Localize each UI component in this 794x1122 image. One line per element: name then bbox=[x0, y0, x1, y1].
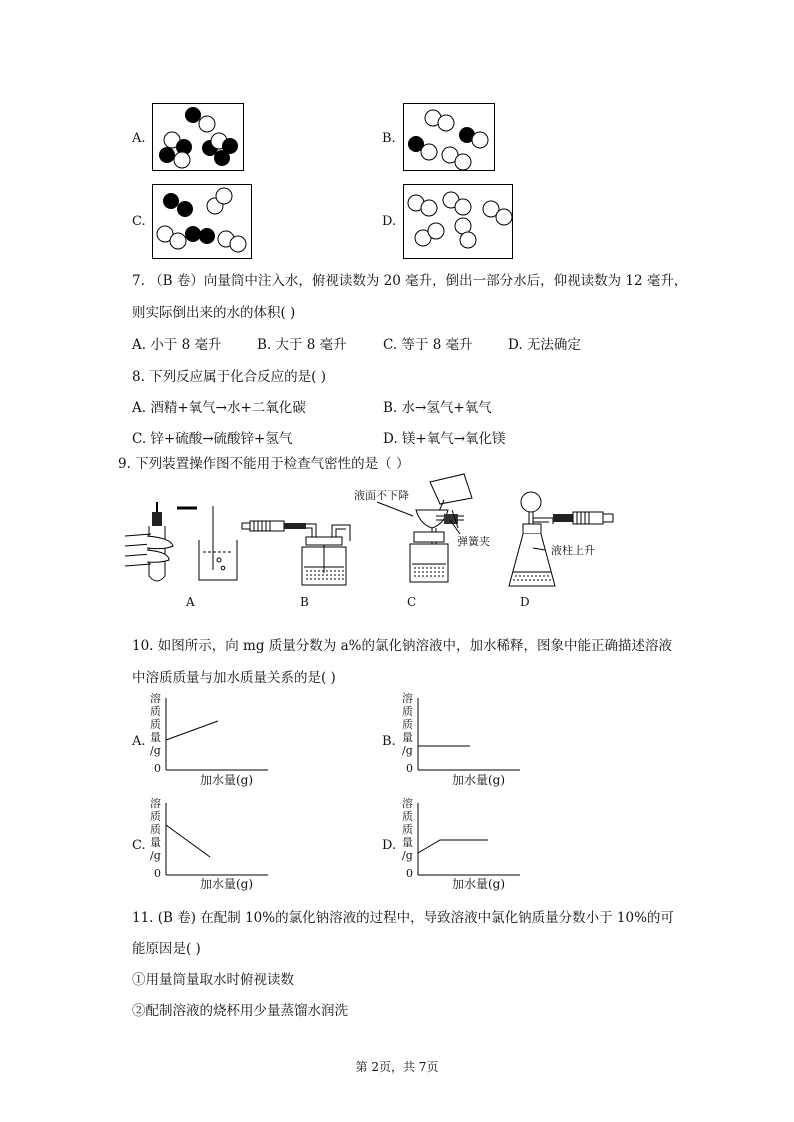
q9-clamp-pointer bbox=[448, 518, 464, 536]
q9-apparatus-b bbox=[240, 513, 365, 589]
q10-graph-a-ylabel: 溶 质 质 量 /g bbox=[150, 692, 161, 757]
q6-option-b-label: B. bbox=[382, 131, 396, 146]
q6-option-d-label: D. bbox=[382, 214, 397, 229]
q8-option-b: B. 水→氢气+氧气 bbox=[383, 400, 492, 416]
q10-option-d-label: D. bbox=[382, 838, 397, 853]
q9-caption-c: C bbox=[407, 595, 417, 609]
q8-option-c: C. 锌+硫酸→硫酸锌+氢气 bbox=[132, 431, 293, 447]
q10-graph-a-xlabel: 加水量(g) bbox=[200, 773, 254, 787]
q8-stem: 8. 下列反应属于化合反应的是( ) bbox=[132, 369, 326, 385]
q6-option-a-label: A. bbox=[132, 131, 146, 146]
q9-label-clamp: 弹簧夹 bbox=[457, 535, 490, 548]
q9-stem: 9. 下列装置操作图不能用于检查气密性的是（ ） bbox=[118, 456, 410, 472]
q10-graph-b-ylabel: 溶 质 质 量 /g bbox=[402, 692, 413, 757]
q7-stem-line2: 则实际倒出来的水的体积( ) bbox=[132, 305, 296, 321]
q7-option-d: D. 无法确定 bbox=[508, 337, 581, 353]
q11-item-2: ②配制溶液的烧杯用少量蒸馏水润洗 bbox=[132, 1003, 348, 1019]
q6-diagram-a bbox=[152, 103, 244, 171]
page-footer: 第 2页，共 7页 bbox=[355, 1060, 439, 1074]
q10-graph-d-ylabel: 溶 质 质 量 /g bbox=[402, 797, 413, 862]
q10-graph-d-xlabel: 加水量(g) bbox=[452, 877, 506, 891]
q10-graph-a-origin: 0 bbox=[154, 762, 161, 775]
q10-option-c-label: C. bbox=[132, 838, 146, 853]
q6-diagram-c bbox=[152, 184, 252, 259]
q9-caption-d: D bbox=[520, 595, 530, 609]
q6-diagram-d bbox=[403, 184, 513, 259]
q10-graph-d-origin: 0 bbox=[406, 867, 413, 880]
q9-level-pointer bbox=[375, 500, 415, 520]
q10-option-b-label: B. bbox=[382, 734, 396, 749]
q9-caption-a: A bbox=[186, 595, 195, 609]
q7-option-b: B. 大于 8 毫升 bbox=[257, 337, 347, 353]
q9-apparatus-d bbox=[505, 490, 625, 590]
q8-option-a: A. 酒精+氧气→水+二氧化碳 bbox=[132, 400, 306, 416]
q7-option-a: A. 小于 8 毫升 bbox=[132, 337, 222, 353]
q11-stem-line1: 11. (B 卷) 在配制 10%的氯化钠溶液的过程中，导致溶液中氯化钠质量分数小于 10%的可 bbox=[132, 910, 674, 926]
q10-stem-line2: 中溶质质量与加水质量关系的是( ) bbox=[132, 670, 336, 686]
q11-item-1: ①用量筒量取水时俯视读数 bbox=[132, 972, 294, 988]
q7-stem-line1: 7. （B 卷）向量筒中注入水，俯视读数为 20 毫升，倒出一部分水后，仰视读数为 12 毫升， bbox=[132, 273, 688, 289]
q10-graph-b-xlabel: 加水量(g) bbox=[452, 773, 506, 787]
q10-option-a-label: A. bbox=[132, 734, 146, 749]
q8-option-d: D. 镁+氧气→氧化镁 bbox=[383, 431, 506, 447]
q9-apparatus-a bbox=[125, 500, 245, 588]
q10-graph-d-line bbox=[418, 840, 488, 853]
q10-graph-c-xlabel: 加水量(g) bbox=[200, 877, 254, 891]
q11-stem-line2: 能原因是( ) bbox=[132, 941, 201, 957]
q10-graph-c-ylabel: 溶 质 质 量 /g bbox=[150, 797, 161, 862]
q10-graph-c-origin: 0 bbox=[154, 867, 161, 880]
q9-caption-b: B bbox=[300, 595, 309, 609]
q10-graph-a-line bbox=[166, 721, 218, 740]
q6-diagram-b bbox=[403, 103, 495, 171]
q10-graph-c-line bbox=[166, 825, 210, 857]
q9-label-level: 液面不下降 bbox=[354, 489, 409, 502]
q10-graph-b-origin: 0 bbox=[406, 762, 413, 775]
q6-option-c-label: C. bbox=[132, 214, 146, 229]
q7-option-c: C. 等于 8 毫升 bbox=[383, 337, 473, 353]
q10-stem-line1: 10. 如图所示，向 mg 质量分数为 a%的氯化钠溶液中，加水稀释，图象中能正确描述溶液 bbox=[132, 638, 672, 654]
q9-label-column: 液柱上升 bbox=[551, 544, 595, 557]
